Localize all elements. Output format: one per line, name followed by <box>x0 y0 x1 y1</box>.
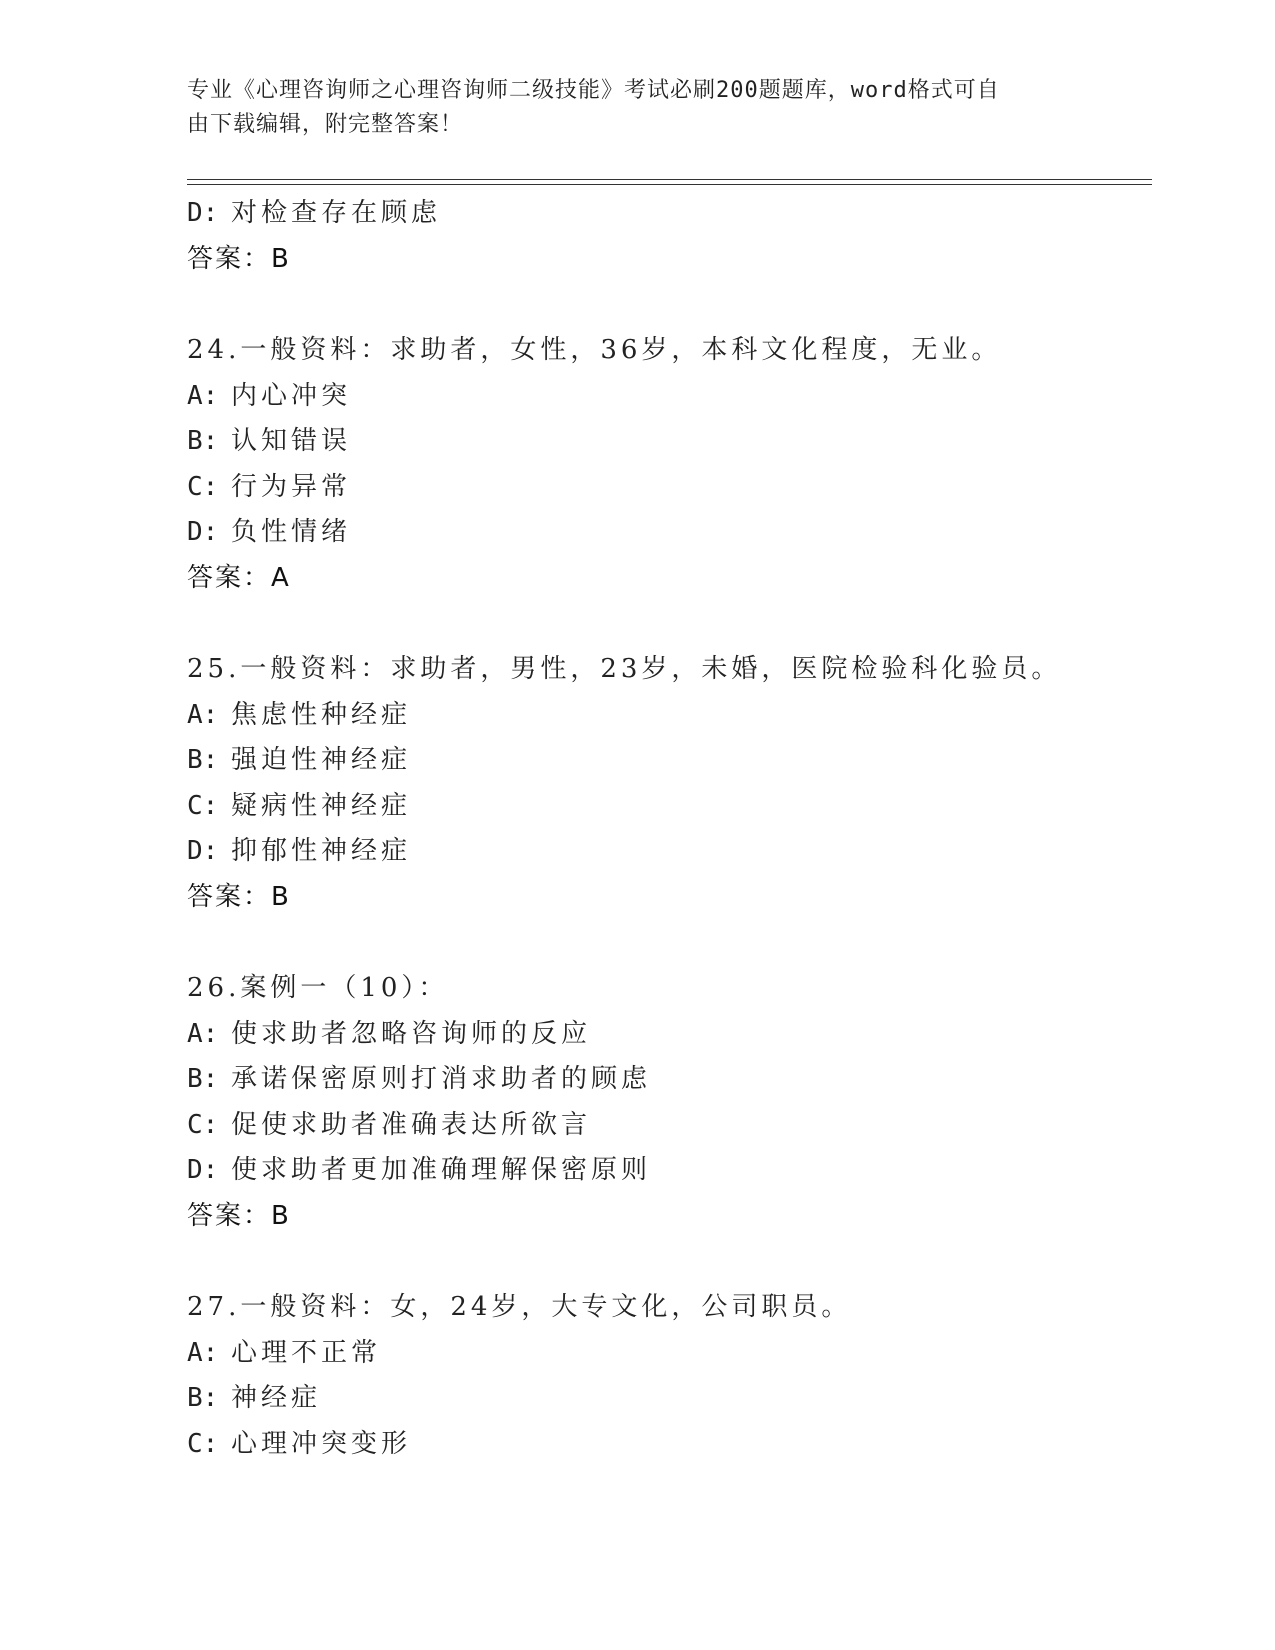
option-key: C: <box>187 1109 219 1140</box>
answer-line: 答案：A <box>187 562 291 593</box>
option-key: B: <box>187 1383 219 1413</box>
option-text: 心理不正常 <box>231 1337 382 1368</box>
header-line-2: 由下载编辑，附完整答案！ <box>187 112 464 137</box>
option-text: 内心冲突 <box>231 380 352 411</box>
option-line <box>187 829 1147 875</box>
option-line <box>187 374 1147 420</box>
option-key: A: <box>187 1018 219 1049</box>
option-line <box>187 191 1147 237</box>
option-text: 心理冲突变形 <box>231 1428 412 1459</box>
option-text: 负性情绪 <box>231 517 352 547</box>
option-key: B: <box>187 426 219 456</box>
question-list <box>187 191 1147 1467</box>
spacer <box>187 601 1147 647</box>
option-key: B: <box>187 1064 219 1094</box>
header-divider-top <box>187 179 1152 180</box>
document-header <box>187 74 1067 142</box>
option-text: 抑郁性神经症 <box>231 836 412 866</box>
spacer <box>187 1239 1147 1285</box>
option-line <box>187 738 1147 784</box>
option-text: 承诺保密原则打消求助者的顾虑 <box>231 1064 652 1094</box>
option-line <box>187 1422 1147 1468</box>
option-line <box>187 1012 1147 1058</box>
answer-line: 答案：B <box>187 1200 291 1231</box>
header-line-1: 专业《心理咨询师之心理咨询师二级技能》考试必刷200题题库，word格式可自 <box>187 78 1000 103</box>
answer-line: 答案：B <box>187 243 291 274</box>
option-key: D: <box>187 198 219 228</box>
answer-line: 答案：B <box>187 881 291 912</box>
option-text: 疑病性神经症 <box>231 790 412 821</box>
option-text: 对检查存在顾虑 <box>231 198 442 228</box>
option-line <box>187 465 1147 511</box>
question-stem: 24.一般资料：求助者，女性，36岁，本科文化程度，无业。 <box>187 335 1002 365</box>
option-line <box>187 1331 1147 1377</box>
question-stem: 27.一般资料：女，24岁，大专文化，公司职员。 <box>187 1292 852 1322</box>
option-line <box>187 1103 1147 1149</box>
question-stem: 26.案例一（10）： <box>187 973 449 1003</box>
option-key: D: <box>187 1155 219 1185</box>
option-key: D: <box>187 836 219 866</box>
option-line <box>187 419 1147 465</box>
option-text: 认知错误 <box>231 426 352 456</box>
option-line <box>187 784 1147 830</box>
option-key: A: <box>187 699 219 730</box>
option-key: A: <box>187 1337 219 1368</box>
option-line <box>187 1057 1147 1103</box>
option-key: B: <box>187 745 219 775</box>
spacer <box>187 920 1147 966</box>
option-text: 行为异常 <box>231 471 352 502</box>
option-text: 强迫性神经症 <box>231 745 412 775</box>
option-text: 使求助者忽略咨询师的反应 <box>231 1018 592 1049</box>
spacer <box>187 282 1147 328</box>
option-key: C: <box>187 790 219 821</box>
option-text: 促使求助者准确表达所欲言 <box>231 1109 592 1140</box>
option-text: 焦虑性种经症 <box>231 699 412 730</box>
option-key: C: <box>187 471 219 502</box>
question-stem: 25.一般资料：求助者，男性，23岁，未婚，医院检验科化验员。 <box>187 654 1062 684</box>
option-text: 神经症 <box>231 1383 322 1413</box>
option-key: D: <box>187 517 219 547</box>
option-line <box>187 693 1147 739</box>
option-key: C: <box>187 1428 219 1459</box>
option-key: A: <box>187 380 219 411</box>
option-text: 使求助者更加准确理解保密原则 <box>231 1155 652 1185</box>
option-line <box>187 510 1147 556</box>
option-line <box>187 1376 1147 1422</box>
header-divider-bottom <box>187 184 1152 185</box>
option-line <box>187 1148 1147 1194</box>
